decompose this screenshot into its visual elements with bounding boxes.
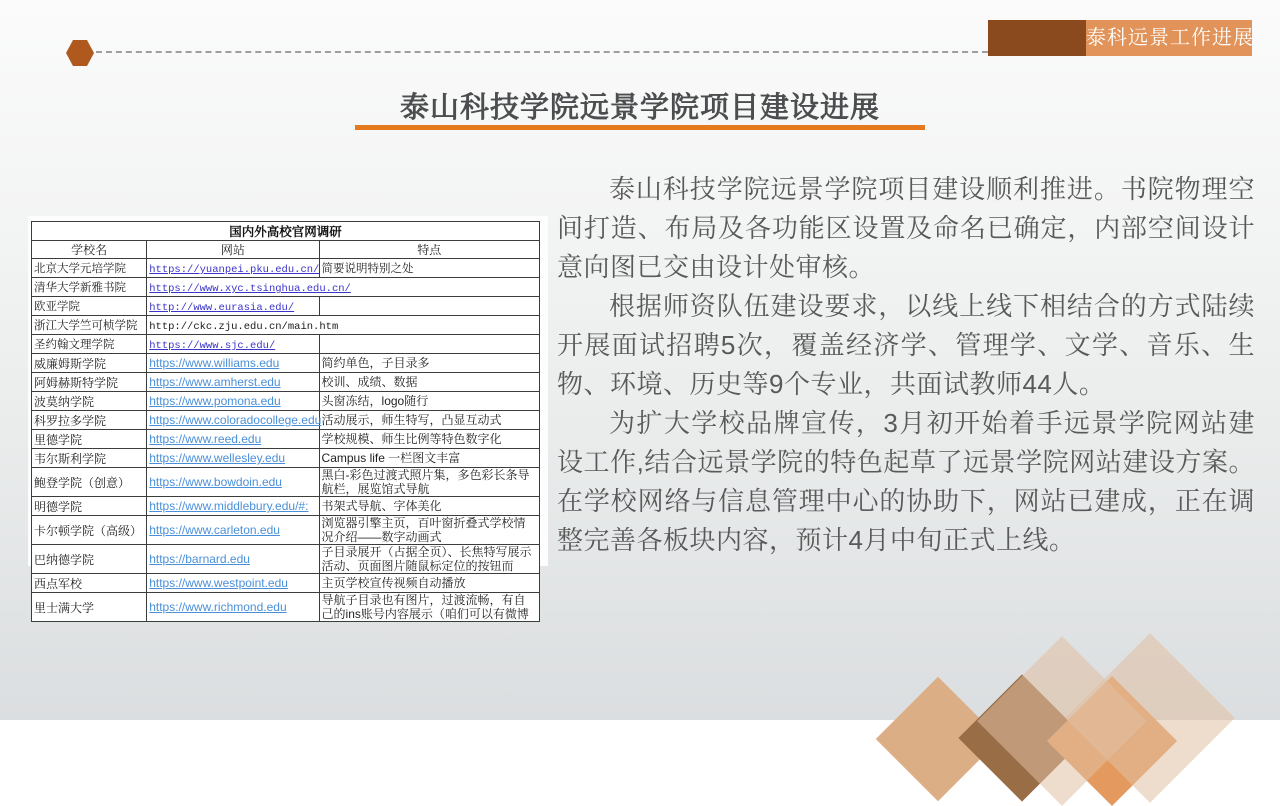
website-link[interactable]: https://www.reed.edu <box>149 432 262 446</box>
table-row <box>32 278 540 297</box>
website-link[interactable]: https://yuanpei.pku.edu.cn/ <box>149 264 320 276</box>
feature-cell: 头窗冻结，logo随行 <box>319 392 539 411</box>
website-cell <box>147 259 319 278</box>
website-cell <box>147 411 322 430</box>
school-name-cell: 波莫纳学院 <box>32 392 147 411</box>
website-cell <box>147 449 319 468</box>
body-text <box>557 170 1255 560</box>
feature-cell: 子目录展开（占据全页）、长焦特写展示活动、页面图片随鼠标定位的按钮而 <box>319 545 539 574</box>
paragraph-line: 根据师资队伍建设要求，以线上线下相结合的方式陆续 <box>609 291 1255 321</box>
website-link[interactable]: https://www.amherst.edu <box>149 375 281 389</box>
paragraph-line: 整完善各板块内容，预计4月中旬正式上线。 <box>557 525 1076 555</box>
school-name-cell: 卡尔顿学院（高级） <box>32 516 147 545</box>
table-row <box>32 574 540 593</box>
table-row <box>32 449 540 468</box>
table-row <box>32 516 540 545</box>
title-underline <box>355 125 925 130</box>
paragraph-line: 间打造、布局及各功能区设置及命名已确定，内部空间设计 <box>557 213 1255 243</box>
school-name-cell: 鲍登学院（创意） <box>32 468 147 497</box>
school-name-cell: 西点军校 <box>32 574 147 593</box>
website-link[interactable]: https://www.westpoint.edu <box>149 576 288 590</box>
feature-cell: 导航子目录也有图片，过渡流畅，有自己的ins账号内容展示（咱们可以有微博 <box>319 593 539 622</box>
website-cell <box>147 593 319 622</box>
table-row <box>32 316 540 335</box>
table-title: 国内外高校官网调研 <box>32 222 540 241</box>
website-link[interactable]: https://www.richmond.edu <box>149 600 287 614</box>
paragraph-line: 在学校网络与信息管理中心的协助下，网站已建成，正在调 <box>557 486 1255 516</box>
feature-cell: 黑白-彩色过渡式照片集，多色彩长条导航栏，展览馆式导航 <box>319 468 539 497</box>
website-cell <box>147 430 319 449</box>
school-name-cell: 里士满大学 <box>32 593 147 622</box>
school-name-cell: 清华大学新雅书院 <box>32 278 147 297</box>
paragraph-line: 设工作,结合远景学院的特色起草了远景学院网站建设方案。 <box>557 447 1255 477</box>
table-row <box>32 354 540 373</box>
school-name-cell: 阿姆赫斯特学院 <box>32 373 147 392</box>
table-row <box>32 411 540 430</box>
website-link[interactable]: https://barnard.edu <box>149 552 250 566</box>
website-link[interactable]: https://www.wellesley.edu <box>149 451 286 465</box>
paragraph-line: 为扩大学校品牌宣传，3月初开始着手远景学院网站建 <box>609 408 1255 438</box>
survey-table-body <box>32 222 540 622</box>
feature-cell: 书架式导航、字体美化 <box>319 497 539 516</box>
website-link[interactable]: https://www.coloradocollege.edu <box>149 413 322 427</box>
website-cell <box>147 545 319 574</box>
website-cell <box>147 335 319 354</box>
school-name-cell: 明德学院 <box>32 497 147 516</box>
paragraph-line: 物、环境、历史等9个专业，共面试教师44人。 <box>557 369 1106 399</box>
school-name-cell: 巴纳德学院 <box>32 545 147 574</box>
hexagon-icon <box>66 40 94 66</box>
website-link[interactable]: https://www.williams.edu <box>149 356 280 370</box>
table-row <box>32 430 540 449</box>
column-header: 网站 <box>147 241 319 259</box>
column-header: 特点 <box>319 241 539 259</box>
website-link[interactable]: https://www.pomona.edu <box>149 394 281 408</box>
table-row <box>32 259 540 278</box>
school-name-cell: 圣约翰文理学院 <box>32 335 147 354</box>
website-link[interactable]: http://www.eurasia.edu/ <box>149 302 295 314</box>
website-cell <box>147 468 319 497</box>
survey-table-image <box>28 216 548 621</box>
paragraph-line: 开展面试招聘5次，覆盖经济学、管理学、文学、音乐、生 <box>557 330 1255 360</box>
website-link[interactable]: https://www.carleton.edu <box>149 523 280 537</box>
website-link[interactable]: https://www.middlebury.edu/#: <box>149 499 309 513</box>
school-name-cell: 里德学院 <box>32 430 147 449</box>
table-row <box>32 297 540 316</box>
website-cell <box>147 297 319 316</box>
paragraph-line: 意向图已交由设计处审核。 <box>557 252 876 282</box>
website-cell <box>147 497 319 516</box>
feature-cell: 活动展示，师生特写，凸显互动式 <box>319 411 539 430</box>
feature-cell <box>319 297 539 316</box>
website-url: http://ckc.zju.edu.cn/main.htm <box>149 321 339 333</box>
website-cell <box>147 278 540 297</box>
table-row <box>32 392 540 411</box>
website-cell <box>147 316 540 335</box>
dashed-divider <box>96 51 988 53</box>
header-tab: 泰科远景工作进展 <box>1086 20 1252 56</box>
table-row <box>32 335 540 354</box>
table-row <box>32 468 540 497</box>
table-row <box>32 373 540 392</box>
survey-table <box>31 221 540 622</box>
school-name-cell: 威廉姆斯学院 <box>32 354 147 373</box>
page-title: 泰山科技学院远景学院项目建设进展 <box>399 92 880 124</box>
school-name-cell: 北京大学元培学院 <box>32 259 147 278</box>
website-cell <box>147 354 319 373</box>
table-row <box>32 593 540 622</box>
website-link[interactable]: https://www.xyc.tsinghua.edu.cn/ <box>149 283 351 295</box>
feature-cell: 浏览器引擎主页，百叶窗折叠式学校情况介绍——数字动画式 <box>319 516 539 545</box>
school-name-cell: 欧亚学院 <box>32 297 147 316</box>
school-name-cell: 科罗拉多学院 <box>32 411 147 430</box>
paragraph-line: 泰山科技学院远景学院项目建设顺利推进。书院物理空 <box>609 174 1255 204</box>
website-cell <box>147 392 319 411</box>
feature-cell <box>319 335 539 354</box>
website-cell <box>147 574 319 593</box>
feature-cell: 主页学校宣传视频自动播放 <box>319 574 539 593</box>
school-name-cell: 浙江大学竺可桢学院 <box>32 316 147 335</box>
website-link[interactable]: https://www.bowdoin.edu <box>149 475 282 489</box>
table-row <box>32 545 540 574</box>
header-accent-block <box>988 20 1086 56</box>
school-name-cell: 韦尔斯利学院 <box>32 449 147 468</box>
website-link[interactable]: https://www.sjc.edu/ <box>149 340 276 352</box>
table-row <box>32 497 540 516</box>
feature-cell: Campus life 一栏图文丰富 <box>319 449 539 468</box>
column-header: 学校名 <box>32 241 147 259</box>
feature-cell: 简要说明特别之处 <box>319 259 539 278</box>
website-cell <box>147 373 319 392</box>
website-cell <box>147 516 319 545</box>
feature-cell: 校训、成绩、数据 <box>319 373 539 392</box>
feature-cell: 简约单色，子目录多 <box>319 354 539 373</box>
feature-cell: 学校规模、师生比例等特色数字化 <box>319 430 539 449</box>
